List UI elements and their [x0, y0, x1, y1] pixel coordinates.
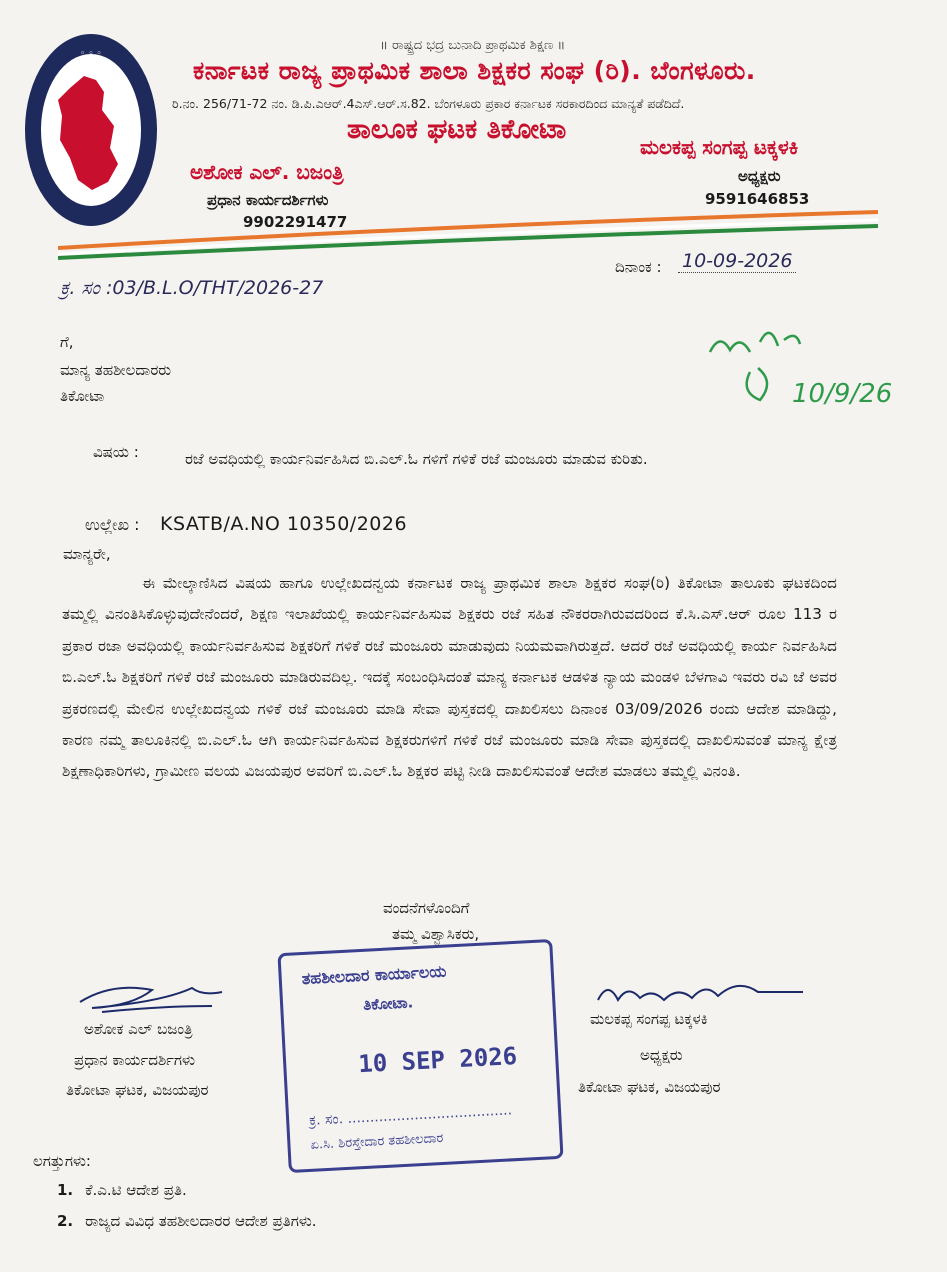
closing-faithfully: ತಮ್ಮ ವಿಶ್ವಾಸಿಕರು,	[392, 925, 480, 943]
stamp-place: ತಿಕೋಟಾ.	[362, 993, 414, 1014]
stamp-date: 10 SEP 2026	[357, 1041, 518, 1079]
motto: ॥ ರಾಷ್ಟ್ರದ ಭದ್ರ ಬುನಾದಿ ಪ್ರಾಥಮಿಕ ಶಿಕ್ಷಣ ॥	[380, 38, 566, 53]
organization-name: ಕರ್ನಾಟಕ ರಾಜ್ಯ ಪ್ರಾಥಮಿಕ ಶಾಲಾ ಶಿಕ್ಷಕರ ಸಂಘ (ರಿ). ಬೆಂಗಳೂರು.	[193, 56, 756, 85]
secretary-phone: 9902291477	[243, 213, 348, 231]
stamp-number-line: ಕ್ರ. ಸಂ. .....................................	[308, 1102, 513, 1129]
letter-body: ಈ ಮೇಲ್ಕಾಣಿಸಿದ ವಿಷಯ ಹಾಗೂ ಉಲ್ಲೇಖದನ್ವಯ ಕರ್ನಾಟಕ ರಾಜ್ಯ ಪ್ರಾಥಮಿಕ ಶಾಲಾ ಶಿಕ್ಷಕರ ಸಂಘ(ರಿ) ತಿಕೋಟಾ ತಾಲೂಕು ಘಟಕದಿಂದ ತಮ್ಮಲ್ಲಿ ವಿನಂತಿಸಿಕೊಳ್ಳುವುದೇನೆಂದರೆ, ಶಿಕ್ಷಣ ಇಲಾಖೆಯಲ್ಲಿ ಕಾರ್ಯನಿರ್ವಹಿಸುವ ಶಿಕ್ಷಕರು ರಜೆ ಸಹಿತ ನೌಕರರಾಗಿರುವದರಿಂದ ಕೆ.ಸಿ.ಎಸ್.ಆರ್ ರೂಲ 113 ರ ಪ್ರಕಾರ ರಜಾ ಅವಧಿಯಲ್ಲಿ ಕಾರ್ಯನಿರ್ವಹಿಸುವ ಶಿಕ್ಷಕರಿಗೆ ಗಳಿಕೆ ರಜೆ ಮಂಜೂರು ಮಾಡುವುದು ನಿಯಮವಾಗಿರುತ್ತದೆ. ಆದರೆ ರಜೆ ಅವಧಿಯಲ್ಲಿ ಕಾರ್ಯ ನಿರ್ವಹಿಸಿದ ಬಿ.ಎಲ್.ಓ ಶಿಕ್ಷಕರಿಗೆ ಗಳಿಕೆ ರಜೆ ಮಂಜೂರು ಮಾಡಿರುವದಿಲ್ಲ. ಇದಕ್ಕೆ ಸಂಬಂಧಿಸಿದಂತೆ ಮಾನ್ಯ ಕರ್ನಾಟಕ ಆಡಳಿತ ನ್ಯಾಯ ಮಂಡಳಿ ಬೆಳಗಾವಿ ಇವರು ರವಿ ಜೆ ಅವರ ಪ್ರಕರಣದಲ್ಲಿ ಮೇಲಿನ ಉಲ್ಲೇಖದನ್ವಯ ಗಳಿಕೆ ರಜೆ ಮಂಜೂರು ಮಾಡಿ ಸೇವಾ ಪುಸ್ತಕದಲ್ಲಿ ದಾಖಲಿಸಲು ದಿನಾಂಕ 03/09/2026 ರಂದು ಆದೇಶ ಮಾಡಿದ್ದು, ಕಾರಣ ನಮ್ಮ ತಾಲೂಕಿನಲ್ಲಿ ಬಿ.ಎಲ್.ಓ ಆಗಿ ಕಾರ್ಯನಿರ್ವಹಿಸುವ ಶಿಕ್ಷಕರುಗಳಿಗೆ ಗಳಿಕೆ ರಜೆ ಮಂಜೂರು ಮಾಡಿ ಸೇವಾ ಪುಸ್ತಕದಲ್ಲಿ ದಾಖಲಿಸುವಂತೆ ಮಾನ್ಯ ಕ್ಷೇತ್ರ ಶಿಕ್ಷಣಾಧಿಕಾರಿಗಳು, ಗ್ರಾಮೀಣ ವಲಯ ವಿಜಯಪುರ ಅವರಿಗೆ ಬಿ.ಎಲ್.ಓ ಶಿಕ್ಷಕರ ಪಟ್ಟಿ ನೀಡಿ ದಾಖಲಿಸುವಂತೆ ಆದೇಶ ಮಾಡಲು ತಮ್ಮಲ್ಲಿ ವಿನಂತಿ.	[62, 574, 837, 781]
secretary-signature	[72, 962, 232, 1022]
handwritten-initials	[700, 322, 920, 432]
right-signatory-title: ಅಧ್ಯಕ್ಷರು	[640, 1046, 683, 1064]
handwritten-date: 10/9/26	[792, 379, 893, 409]
reference-number: ಕ್ರ. ಸಂ :03/B.L.O/THT/2026-27	[60, 277, 324, 299]
association-logo	[22, 30, 160, 230]
svg-text:◦ ◦ ◦: ◦ ◦ ◦	[80, 49, 102, 59]
tahsildar-stamp	[277, 939, 563, 1173]
subject-text: ರಜೆ ಅವಧಿಯಲ್ಲಿ ಕಾರ್ಯನಿರ್ವಹಿಸಿದ ಬಿ.ಎಲ್.ಓ ಗಳಿಗೆ ಗಳಿಕೆ ರಜೆ ಮಂಜೂರು ಮಾಡುವ ಕುರಿತು.	[185, 450, 648, 468]
enclosure-number: 2.	[57, 1212, 74, 1230]
reference-text: KSATB/A.NO 10350/2026	[160, 513, 408, 535]
stamp-office: ತಹಶೀಲದಾರ ಕಾರ್ಯಾಲಯ	[301, 961, 447, 989]
secretary-title: ಪ್ರಧಾನ ಕಾರ್ಯದರ್ಶಿಗಳು	[207, 191, 329, 209]
date-value: 10-09-2026	[678, 250, 796, 273]
right-signatory-name: ಮಲಕಪ್ಪ ಸಂಗಪ್ಪ ಟಕ್ಕಳಕಿ	[590, 1010, 708, 1028]
president-name: ಮಲಕಪ್ಪ ಸಂಗಪ್ಪ ಟಕ್ಕಳಕಿ	[640, 135, 799, 159]
left-signatory-unit: ತಿಕೋಟಾ ಘಟಕ, ವಿಜಯಪುರ	[66, 1081, 209, 1099]
enclosure-text: ಕೆ.ಎ.ಟಿ ಆದೇಶ ಪ್ರತಿ.	[85, 1181, 187, 1199]
date-label: ದಿನಾಂಕ :	[615, 258, 662, 276]
enclosure-item	[57, 1212, 317, 1230]
secretary-name: ಅಶೋಕ ಎಲ್. ಬಜಂತ್ರಿ	[190, 160, 344, 184]
president-phone: 9591646853	[705, 190, 810, 208]
recipient-place: ತಿಕೋಟಾ	[60, 387, 105, 405]
left-signatory-name: ಅಶೋಕ ಎಲ್ ಬಜಂತ್ರಿ	[84, 1020, 193, 1038]
branch-name: ತಾಲೂಕ ಘಟಕ ತಿಕೋಟಾ	[347, 114, 567, 145]
reference-label: ಉಲ್ಲೇಖ :	[85, 515, 140, 534]
left-signatory-title: ಪ್ರಧಾನ ಕಾರ್ಯದರ್ಶಿಗಳು	[74, 1051, 195, 1069]
registration-line: ರಿ.ನಂ. 256/71-72 ನಂ. ಡಿ.ಪಿ.ಎಆರ್.4ಎಸ್.ಆರ್.ಸ.82. ಬೆಂಗಳೂರು ಪ್ರಕಾರ ಕರ್ನಾಟಕ ಸರಕಾರದಿಂದ ಮಾನ್ಯತೆ ಪಡೆದಿದೆ.	[172, 96, 685, 111]
enclosure-number: 1.	[57, 1181, 74, 1199]
closing-greeting: ವಂದನೆಗಳೊಂದಿಗೆ	[383, 899, 470, 917]
to-label: ಗೆ,	[60, 333, 74, 351]
enclosure-text: ರಾಜ್ಯದ ವಿವಿಧ ತಹಶೀಲದಾರರ ಆದೇಶ ಪ್ರತಿಗಳು.	[85, 1212, 317, 1230]
enclosure-item	[57, 1181, 187, 1199]
stamp-border	[277, 939, 563, 1173]
recipient-title: ಮಾನ್ಯ ತಹಶೀಲದಾರರು	[60, 361, 171, 379]
president-title: ಅಧ್ಯಕ್ಷರು	[738, 167, 781, 185]
enclosures-title: ಲಗತ್ತುಗಳು:	[33, 1152, 91, 1170]
salutation: ಮಾನ್ಯರೇ,	[63, 545, 111, 563]
subject-label: ವಿಷಯ :	[93, 443, 139, 461]
right-signatory-unit: ತಿಕೋಟಾ ಘಟಕ, ವಿಜಯಪುರ	[578, 1078, 721, 1096]
stamp-footer: ಏ.ಸಿ. ಶಿರಸ್ತೇದಾರ ತಹಶೀಲದಾರ	[310, 1130, 444, 1153]
